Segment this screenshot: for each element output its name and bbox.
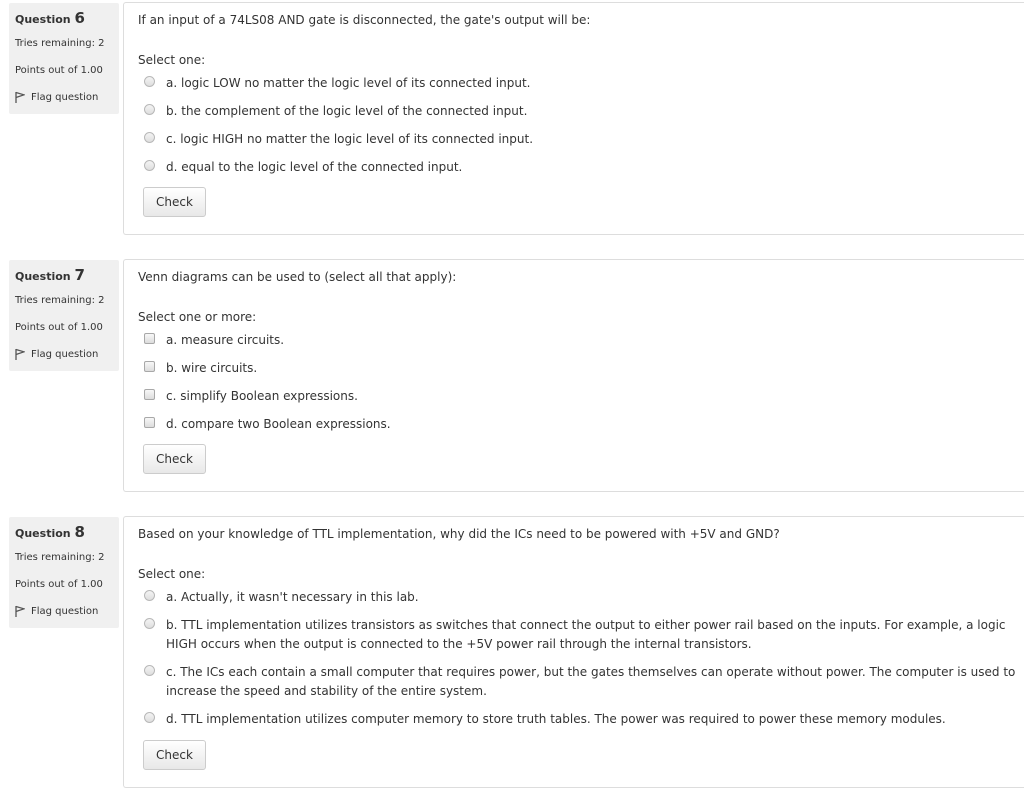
question-info [9,517,119,628]
answer-option-label: b. the complement of the logic level of the connected input. [166,104,528,118]
radio-button[interactable] [144,160,155,171]
flag-question-label: Flag question [31,92,99,103]
answer-option-label: a. logic LOW no matter the logic level of its connected input. [166,76,531,90]
points-out-of: Points out of 1.00 [15,65,103,76]
question-content [123,516,1024,788]
flag-question-link[interactable] [15,605,98,617]
flag-question-label: Flag question [31,349,99,360]
answer-option-label: d. TTL implementation utilizes computer memory to store truth tables. The power was required to power these memory modules. [166,712,946,726]
tries-remaining: Tries remaining: 2 [15,295,105,306]
answer-option-label: d. compare two Boolean expressions. [166,417,391,431]
answer-option-label: b. TTL implementation utilizes transistors as switches that connect the output to either power rail based on the inputs. For example, a logic HIGH occurs when the output is connected to the +5V power rail through the internal transistors. [166,618,1006,651]
radio-button[interactable] [144,132,155,143]
points-out-of: Points out of 1.00 [15,579,103,590]
question-text: Venn diagrams can be used to (select all that apply): [138,270,457,284]
answer-option-label: b. wire circuits. [166,361,258,375]
flag-question-link[interactable] [15,91,98,103]
flag-icon [15,348,25,360]
check-button[interactable]: Check [143,740,206,770]
question-label: Question [15,13,71,26]
tries-remaining: Tries remaining: 2 [15,552,105,563]
question-info [9,3,119,114]
flag-question-link[interactable] [15,348,98,360]
check-button[interactable]: Check [143,444,206,474]
answer-option-label: c. simplify Boolean expressions. [166,389,358,403]
question-number-value: 7 [74,266,85,284]
answer-option-label: c. The ICs each contain a small computer that requires power, but the gates themselves can operate without power. The computer is used to increase the speed and stability of the entire system. [166,665,1016,698]
flag-icon [15,91,25,103]
radio-button[interactable] [144,618,155,629]
question-content [123,259,1024,492]
points-out-of: Points out of 1.00 [15,322,103,333]
answer-option-label: a. Actually, it wasn't necessary in this lab. [166,590,419,604]
flag-question-label: Flag question [31,606,99,617]
question-label: Question [15,527,71,540]
radio-button[interactable] [144,665,155,676]
question-number [15,266,85,284]
answer-prompt: Select one: [138,53,206,67]
question-text: If an input of a 74LS08 AND gate is disconnected, the gate's output will be: [138,13,591,27]
question-content [123,2,1024,235]
question-number [15,523,85,541]
question-number-value: 8 [74,523,85,541]
checkbox[interactable] [144,333,155,344]
radio-button[interactable] [144,590,155,601]
checkbox[interactable] [144,361,155,372]
checkbox[interactable] [144,389,155,400]
radio-button[interactable] [144,712,155,723]
flag-icon [15,605,25,617]
checkbox[interactable] [144,417,155,428]
answer-prompt: Select one: [138,567,206,581]
answer-option-label: d. equal to the logic level of the connected input. [166,160,463,174]
answer-option-label: c. logic HIGH no matter the logic level of its connected input. [166,132,534,146]
question-text: Based on your knowledge of TTL implementation, why did the ICs need to be powered with +5V and GND? [138,527,780,541]
question-info [9,260,119,371]
radio-button[interactable] [144,76,155,87]
tries-remaining: Tries remaining: 2 [15,38,105,49]
question-label: Question [15,270,71,283]
answer-prompt: Select one or more: [138,310,257,324]
answer-option-label: a. measure circuits. [166,333,285,347]
question-number [15,9,85,27]
check-button[interactable]: Check [143,187,206,217]
radio-button[interactable] [144,104,155,115]
question-number-value: 6 [74,9,85,27]
